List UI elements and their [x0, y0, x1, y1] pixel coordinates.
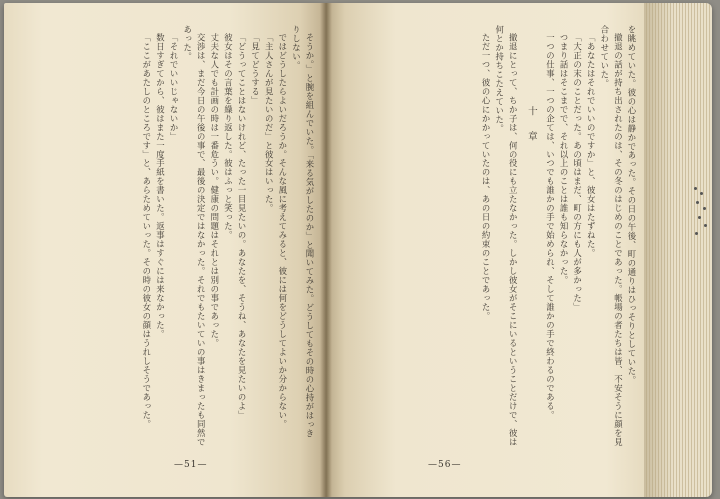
left-paragraph: 「どうってことはないけれど、たった一目見たいの。あなたを、そうね、あなたを見たいのよ」: [237, 33, 248, 420]
left-page-text: [20, 25, 316, 447]
chapter-heading: 十 章: [525, 105, 537, 144]
left-paragraph: 「ここがあたしのところです」と、あらためていった。その時の彼女の顔はうれしそうであった。: [141, 33, 152, 429]
book-gutter: [320, 3, 332, 497]
right-paragraph: 撤退にとって、ちか子は、何の役にも立たなかった。しかし彼女がそこにいるということだけで、彼は何とか持ちこたえていた。: [494, 25, 519, 447]
open-book: [4, 3, 712, 497]
right-paragraph: 撤退の話が持ち出されたのは、その冬のはじめのことであった。帳場の者たちは皆、不安そうに顔を見合わせていた。: [599, 25, 624, 447]
speckle-marks: [692, 183, 708, 243]
right-paragraph: を眺めていた。彼の心は静かであった。その日の午後、町の通りはひっそりとしていた。: [627, 25, 637, 385]
right-paragraph: 「大正の末のことだった。あの頃はまだ、町の方にも人が多かった」: [572, 33, 583, 313]
left-paragraph: 「それでいいじゃないか」: [169, 33, 180, 142]
left-paragraph: 数日すぎてから、彼はまた一度手紙を書いた。返事はすぐには来なかった。: [155, 33, 166, 340]
right-paragraph: 一つの仕事、一つの企ては、いつでも誰かの手で始められ、そして誰かの手で終わるのである。: [545, 33, 556, 420]
right-paragraph: つまり話はそこまでで、それ以上のことは誰も知らなかった。: [559, 33, 570, 286]
left-page: [4, 3, 326, 497]
left-paragraph: 「見てどうする」: [250, 33, 261, 106]
right-page-number: —56—: [428, 460, 462, 470]
left-paragraph: 彼女はその言葉を繰り返した。彼はふっと笑った。: [223, 33, 234, 241]
right-page: [326, 3, 644, 497]
right-paragraph: 「あなたはそれでいいのですか」と、彼女はたずねた。: [586, 33, 597, 259]
left-paragraph: 「主人さんが見たいのだ」と彼女はいった。: [264, 33, 275, 214]
right-paragraph: ただ一つ、彼の心にかかっていたのは、あの日の約束のことであった。: [481, 33, 492, 322]
left-paragraph: 丈夫な人でも計画の時は一番危うい。健康の問題はそれとは別の事であった。: [209, 33, 220, 349]
page-edge-shading: [644, 3, 674, 497]
left-paragraph: ではどうしたらよいだろうか。そんな風に考えてみると、彼には何をどうしてよいか分からない。: [277, 33, 288, 429]
left-paragraph: 交渉は、まだ今日の午後の事で、最後の決定ではなかった。それでもたいていの事はきまったも同然であった。: [182, 25, 207, 447]
left-paragraph: そうか。」と腕を組んでいた。「来る気がしたのか」と聞いてみた。どうしてもその時の心持がはっきりしない。: [291, 25, 315, 439]
left-page-number: —51—: [174, 460, 208, 470]
right-page-text: [338, 25, 638, 447]
